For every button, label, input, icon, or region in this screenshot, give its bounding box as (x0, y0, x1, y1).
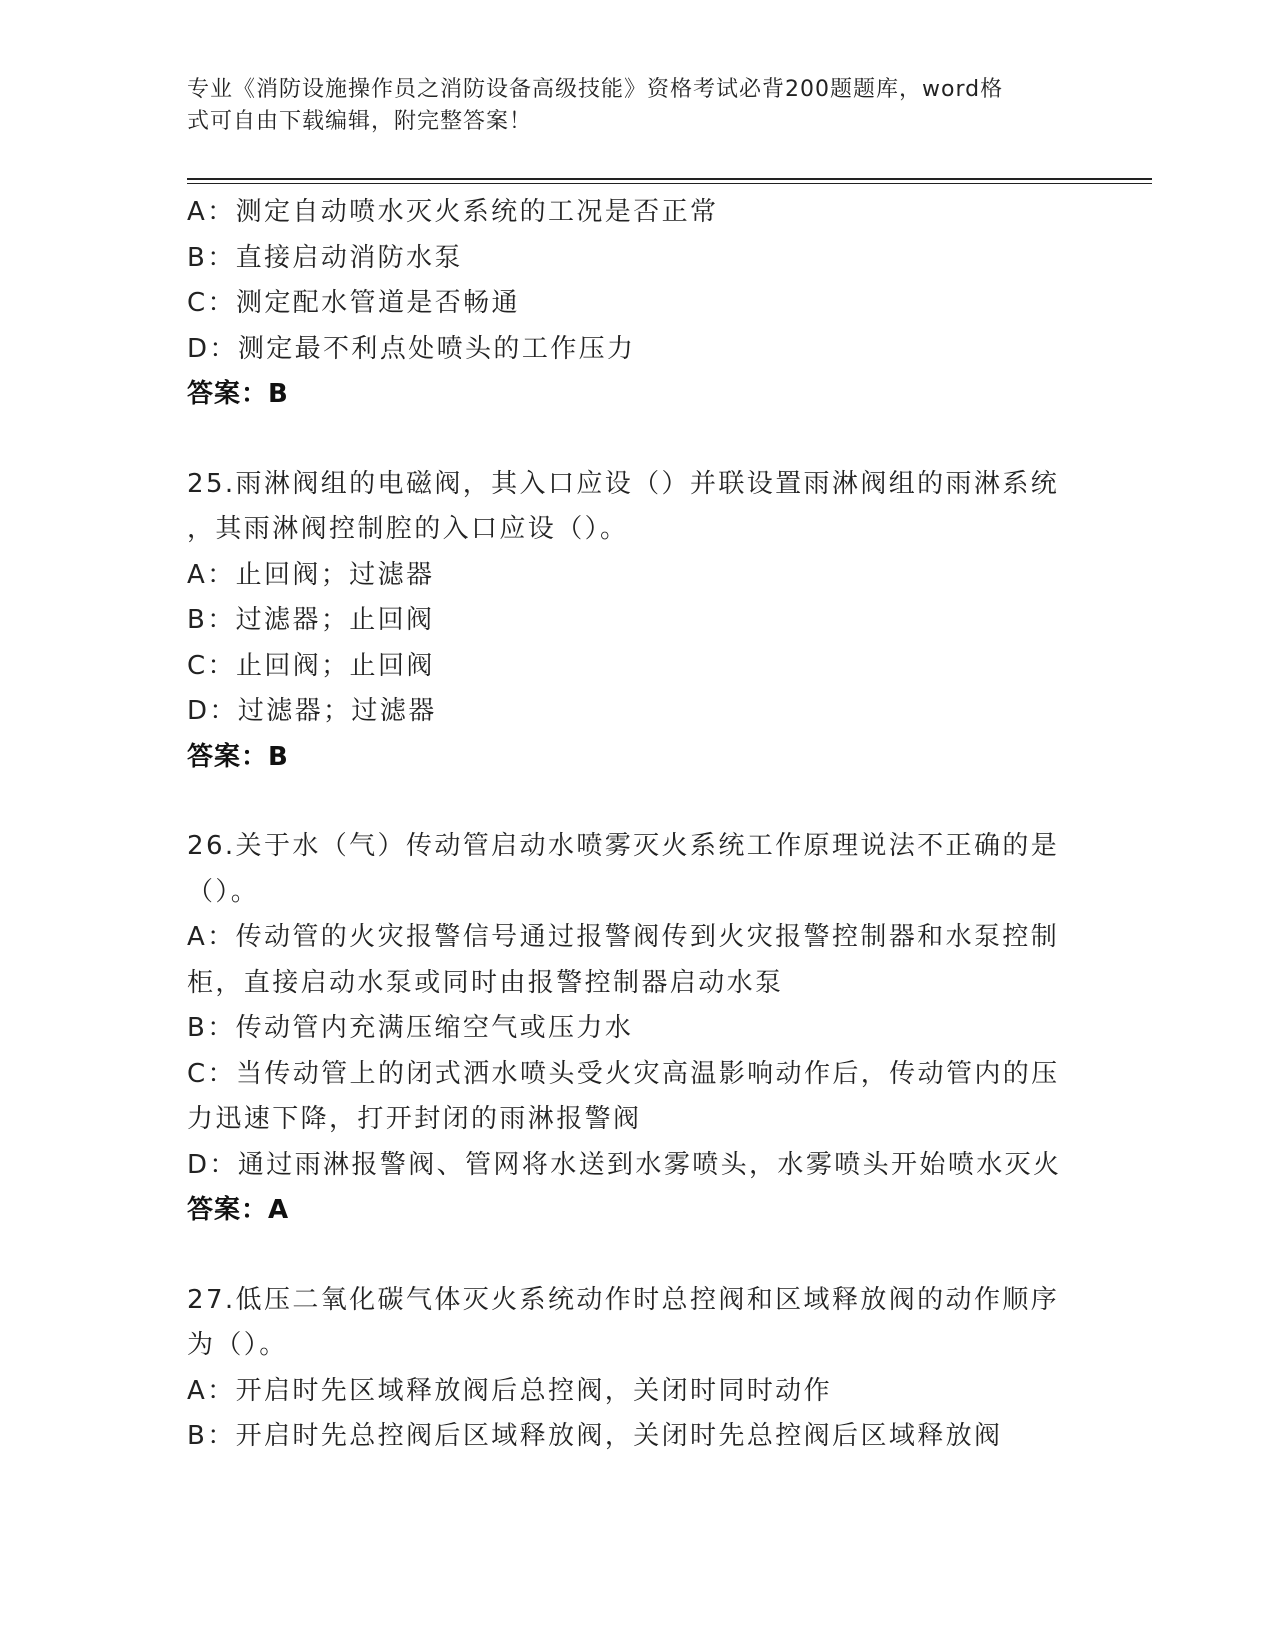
option-a: A：测定自动喷水灭火系统的工况是否正常 (187, 197, 719, 227)
header-divider-thin (187, 183, 1152, 184)
question-stem-line-1: 26.关于水（气）传动管启动水喷雾灭火系统工作原理说法不正确的是 (187, 831, 1060, 861)
question-block-26 (187, 824, 1087, 1234)
header-line-1: 专业《消防设施操作员之消防设备高级技能》资格考试必背200题题库，word格 (187, 77, 1004, 102)
option-c: C：止回阀；止回阀 (187, 650, 435, 681)
block-spacer (187, 1234, 1087, 1278)
block-spacer (187, 780, 1087, 824)
question-block-25 (187, 462, 1087, 781)
question-stem-line-1: 25.雨淋阀组的电磁阀，其入口应设（）并联设置雨淋阀组的雨淋系统 (187, 468, 1060, 499)
answer-label: 答案：B (187, 741, 289, 772)
header-divider-thick (187, 178, 1152, 180)
block-spacer (187, 418, 1087, 462)
option-b: B：直接启动消防水泵 (187, 242, 463, 273)
question-list (187, 190, 1087, 1460)
option-c: C：测定配水管道是否畅通 (187, 288, 520, 318)
question-stem-line-1: 27.低压二氧化碳气体灭火系统动作时总控阀和区域释放阀的动作顺序 (187, 1284, 1060, 1315)
question-block-24 (187, 190, 1087, 418)
header-line-2: 式可自由下载编辑，附完整答案！ (187, 109, 533, 134)
document-header (187, 74, 1067, 138)
option-b: B：传动管内充满压缩空气或压力水 (187, 1013, 634, 1043)
option-d: D：通过雨淋报警阀、管网将水送到水雾喷头，水雾喷头开始喷水灭火 (187, 1149, 1062, 1180)
option-a: A：止回阀；过滤器 (187, 559, 435, 590)
option-c-line-1: C：当传动管上的闭式洒水喷头受火灾高温影响动作后，传动管内的压 (187, 1058, 1060, 1089)
option-c-line-2: 力迅速下降，打开封闭的雨淋报警阀 (187, 1104, 642, 1134)
question-stem-line-2: 为（）。 (187, 1330, 288, 1360)
option-d: D：过滤器；过滤器 (187, 696, 437, 726)
question-stem-line-2: ，其雨淋阀控制腔的入口应设（）。 (187, 514, 629, 544)
option-b: B：过滤器；止回阀 (187, 605, 435, 635)
option-a-line-2: 柜，直接启动水泵或同时由报警控制器启动水泵 (187, 967, 784, 998)
answer-label: 答案：B (187, 379, 289, 409)
option-a: A：开启时先区域释放阀后总控阀，关闭时同时动作 (187, 1375, 832, 1406)
option-b: B：开启时先总控阀后区域释放阀，关闭时先总控阀后区域释放阀 (187, 1421, 1003, 1451)
question-stem-line-2: （）。 (187, 876, 260, 907)
option-d: D：测定最不利点处喷头的工作压力 (187, 333, 636, 364)
question-block-27 (187, 1278, 1087, 1460)
answer-label: 答案：A (187, 1195, 290, 1225)
option-a-line-1: A：传动管的火灾报警信号通过报警阀传到火灾报警控制器和水泵控制 (187, 922, 1060, 952)
